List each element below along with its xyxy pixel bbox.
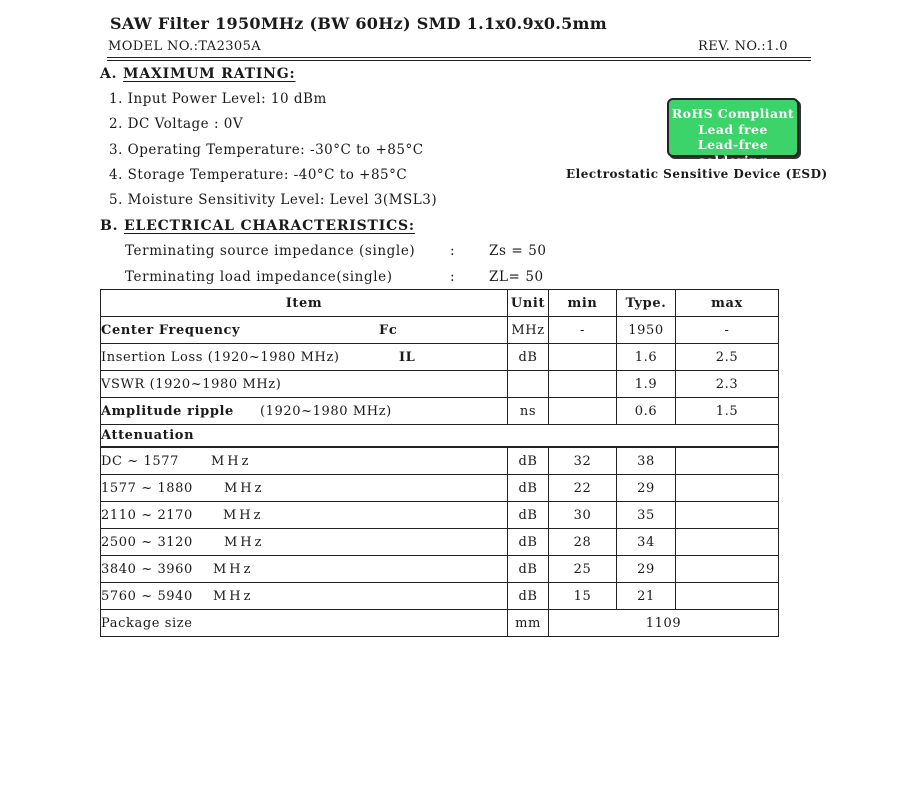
attenuation-max — [676, 447, 779, 475]
rohs-badge — [667, 98, 799, 168]
section-a-letter: A. — [100, 66, 118, 82]
load-impedance-colon: : — [450, 269, 456, 285]
table-row — [101, 583, 779, 610]
rohs-line-1: RoHS Compliant — [671, 106, 795, 121]
attenuation-unit: dB — [508, 502, 549, 529]
attenuation-unit-label: MHz — [224, 534, 265, 550]
table-row — [101, 502, 779, 529]
vswr-max: 2.3 — [676, 371, 779, 398]
attenuation-range: 2500 ~ 3120 — [101, 534, 193, 550]
vswr-unit — [508, 371, 549, 398]
center-frequency-min: - — [549, 317, 617, 344]
insertion-loss-label: Insertion Loss (1920~1980 MHz) — [101, 349, 340, 365]
center-frequency-symbol: Fc — [379, 322, 398, 338]
table-row — [101, 610, 779, 637]
attenuation-max — [676, 556, 779, 583]
esd-label: Electrostatic Sensitive Device (ESD) — [566, 167, 828, 181]
insertion-loss-type: 1.6 — [617, 344, 676, 371]
source-impedance-label: Terminating source impedance (single) — [125, 243, 416, 259]
header-rule-top — [107, 57, 811, 58]
attenuation-unit: dB — [508, 529, 549, 556]
attenuation-type: 29 — [617, 475, 676, 502]
header-type: Type. — [617, 290, 676, 317]
attenuation-range-cell — [101, 475, 508, 502]
attenuation-type: 38 — [617, 447, 676, 475]
source-impedance-colon: : — [450, 243, 456, 259]
attenuation-min: 22 — [549, 475, 617, 502]
attenuation-range: 1577 ~ 1880 — [101, 480, 193, 496]
rating-item-5: 5. Moisture Sensitivity Level: Level 3(MSL3) — [109, 192, 438, 208]
rating-item-3: 3. Operating Temperature: -30°C to +85°C — [109, 142, 424, 158]
attenuation-unit-label: MHz — [211, 453, 252, 469]
vswr-label: VSWR (1920~1980 MHz) — [101, 371, 508, 398]
table-row — [101, 447, 779, 475]
attenuation-range: 2110 ~ 2170 — [101, 507, 193, 523]
model-number: MODEL NO.:TA2305A — [108, 39, 262, 54]
attenuation-range: 3840 ~ 3960 — [101, 561, 193, 577]
attenuation-unit: dB — [508, 447, 549, 475]
attenuation-range-cell — [101, 502, 508, 529]
rating-item-1: 1. Input Power Level: 10 dBm — [109, 91, 327, 107]
ripple-range: (1920~1980 MHz) — [260, 403, 392, 419]
section-b-title: ELECTRICAL CHARACTERISTICS: — [124, 218, 415, 234]
attenuation-unit-label: MHz — [213, 588, 254, 604]
table-row — [101, 371, 779, 398]
header-unit: Unit — [508, 290, 549, 317]
center-frequency-type: 1950 — [617, 317, 676, 344]
insertion-loss-max: 2.5 — [676, 344, 779, 371]
ripple-min — [549, 398, 617, 425]
attenuation-unit: dB — [508, 556, 549, 583]
table-header-row — [101, 290, 779, 317]
load-impedance-value: ZL= 50 — [489, 269, 544, 285]
table-row — [101, 344, 779, 371]
attenuation-range: DC ~ 1577 — [101, 453, 180, 469]
vswr-min — [549, 371, 617, 398]
attenuation-unit-label: MHz — [224, 480, 265, 496]
table-row — [101, 398, 779, 425]
attenuation-type: 21 — [617, 583, 676, 610]
attenuation-unit-label: MHz — [213, 561, 254, 577]
center-frequency-unit: MHz — [508, 317, 549, 344]
attenuation-max — [676, 502, 779, 529]
insertion-loss-unit: dB — [508, 344, 549, 371]
ripple-label: Amplitude ripple — [101, 403, 234, 419]
attenuation-min: 30 — [549, 502, 617, 529]
attenuation-unit-label: MHz — [223, 507, 264, 523]
header-rule-bottom — [107, 60, 811, 61]
header-max: max — [676, 290, 779, 317]
source-impedance-value: Zs = 50 — [489, 243, 547, 259]
insertion-loss-min — [549, 344, 617, 371]
package-size-unit: mm — [508, 610, 549, 637]
vswr-type: 1.9 — [617, 371, 676, 398]
rating-item-4: 4. Storage Temperature: -40°C to +85°C — [109, 167, 408, 183]
rohs-line-2: Lead free — [698, 121, 768, 137]
revision-number: REV. NO.:1.0 — [698, 39, 788, 54]
attenuation-max — [676, 475, 779, 502]
attenuation-unit: dB — [508, 583, 549, 610]
header-min: min — [549, 290, 617, 317]
attenuation-max — [676, 583, 779, 610]
rating-item-2: 2. DC Voltage : 0V — [109, 116, 244, 132]
attenuation-unit: dB — [508, 475, 549, 502]
attenuation-max — [676, 529, 779, 556]
table-row — [101, 529, 779, 556]
section-a-title: MAXIMUM RATING: — [123, 66, 296, 82]
section-b-letter: B. — [100, 218, 119, 234]
spec-table — [100, 289, 779, 637]
center-frequency-label: Center Frequency — [101, 322, 241, 338]
attenuation-min: 32 — [549, 447, 617, 475]
section-a-heading — [100, 66, 296, 82]
load-impedance-label: Terminating load impedance(single) — [125, 269, 393, 285]
ripple-max: 1.5 — [676, 398, 779, 425]
attenuation-heading: Attenuation — [101, 425, 779, 448]
attenuation-type: 35 — [617, 502, 676, 529]
attenuation-range-cell — [101, 529, 508, 556]
center-frequency-max: - — [676, 317, 779, 344]
insertion-loss-cell — [101, 344, 508, 371]
attenuation-min: 25 — [549, 556, 617, 583]
center-frequency-cell — [101, 317, 508, 344]
document-title: SAW Filter 1950MHz (BW 60Hz) SMD 1.1x0.9x0.5mm — [110, 14, 608, 33]
attenuation-type: 34 — [617, 529, 676, 556]
ripple-type: 0.6 — [617, 398, 676, 425]
attenuation-range-cell — [101, 583, 508, 610]
attenuation-range: 5760 ~ 5940 — [101, 588, 193, 604]
ripple-unit: ns — [508, 398, 549, 425]
section-b-heading — [100, 218, 415, 234]
table-row — [101, 317, 779, 344]
attenuation-range-cell — [101, 556, 508, 583]
table-row — [101, 475, 779, 502]
table-row — [101, 556, 779, 583]
table-row — [101, 425, 779, 448]
attenuation-min: 28 — [549, 529, 617, 556]
attenuation-type: 29 — [617, 556, 676, 583]
rohs-line-3: Lead-free soldering — [697, 137, 769, 168]
header-item: Item — [101, 290, 508, 317]
insertion-loss-symbol: IL — [399, 349, 416, 365]
attenuation-range-cell — [101, 447, 508, 475]
package-size-label: Package size — [101, 610, 508, 637]
ripple-cell — [101, 398, 508, 425]
attenuation-min: 15 — [549, 583, 617, 610]
package-size-value: 1109 — [549, 610, 779, 637]
